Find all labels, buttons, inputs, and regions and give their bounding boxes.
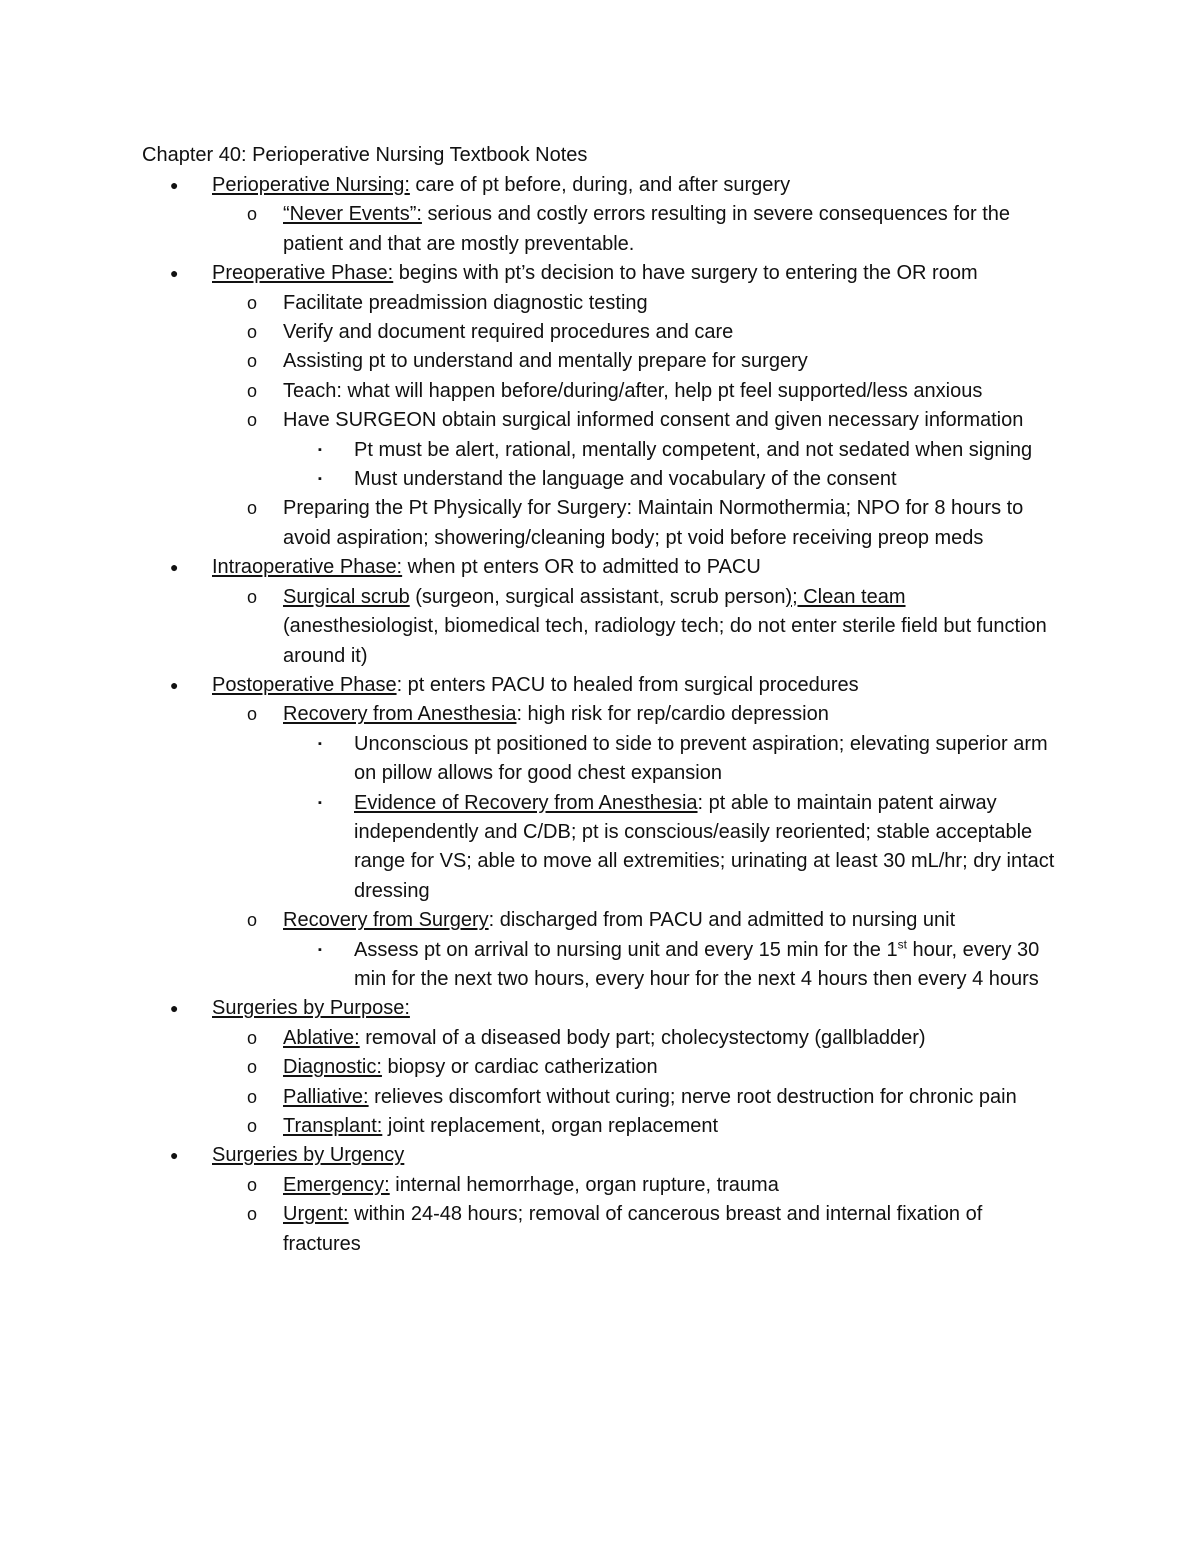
item-text: Must understand the language and vocabulary of the consent [354,468,897,491]
list-item-level-1 [170,259,1062,288]
list-item-level-2 [247,318,1063,347]
item-label: Ablative: [283,1026,360,1049]
bullet-icon: ● [170,1147,179,1164]
item-label: Surgeries by Purpose: [212,997,410,1020]
item-text: : discharged from PACU and admitted to nursing unit [488,909,956,932]
item-text: (surgeon, surgical assistant, scrub person [409,585,786,608]
item-label: Recovery from Surgery [283,909,489,932]
item-text: care of pt before, during, and after surgery [409,174,791,196]
bullet-icon: ▪ [318,796,322,809]
bullet-icon: o [247,322,258,343]
item-label: Preoperative Phase: [212,262,394,285]
item-label: Intraoperative Phase: [212,556,403,579]
bullet-icon: ● [170,1000,179,1017]
item-label: Perioperative Nursing: [212,174,410,196]
bullet-icon: o [247,380,258,401]
list-item-level-3 [318,789,1066,907]
list-item-level-2 [247,289,1063,318]
list-item-level-1 [170,1141,1062,1170]
bullet-icon: o [247,1204,258,1225]
item-text: relieves discomfort without curing; nerve root destruction for chronic pain [368,1085,1017,1108]
item-text: Assess pt on arrival to nursing unit and every 15 min for the 1 [354,938,898,961]
list-item-level-1 [170,171,1062,200]
item-text: Preparing the Pt Physically for Surgery: Maintain Normothermia; NPO for 8 hours to avoid aspiration; showering/cleaning body; pt void before receiving preop meds [283,497,1024,549]
list-item-level-3 [318,730,1066,789]
bullet-icon: o [247,1027,258,1048]
item-label: Recovery from Anesthesia [283,703,517,726]
item-text: hour, every 30 min for the next two hours, every hour for the next 4 hours then every 4 hours [354,938,1040,990]
superscript: st [897,936,907,951]
list-item-level-1 [170,553,1062,582]
bullet-icon: o [247,204,258,225]
item-text: biopsy or cardiac catherization [381,1056,658,1079]
bullet-icon: ● [170,559,179,576]
bullet-icon: o [247,498,258,519]
item-text: begins with pt’s decision to have surgery to entering the OR room [393,262,978,285]
list-item-level-2 [247,1024,1063,1053]
bullet-icon: ▪ [318,737,322,750]
item-label: Urgent: [283,1203,349,1226]
item-text: Teach: what will happen before/during/after, help pt feel supported/less anxious [283,379,983,402]
bullet-icon: o [247,586,258,607]
list-item-level-3 [318,436,1066,465]
bullet-icon: ● [170,676,179,693]
bullet-icon: o [247,910,258,931]
bullet-icon: ▪ [318,943,322,956]
item-text: (anesthesiologist, biomedical tech, radiology tech; do not enter sterile field but function around it) [283,615,1047,667]
item-label: Evidence of Recovery from Anesthesia [354,791,698,814]
bullet-icon: o [247,1086,258,1107]
bullet-icon: ▪ [318,473,322,486]
item-text: Assisting pt to understand and mentally prepare for surgery [283,350,808,373]
item-text: joint replacement, organ replacement [382,1115,719,1137]
bullet-icon: o [247,1174,258,1195]
list-item-level-2 [247,494,1063,553]
item-text: Have SURGEON obtain surgical informed consent and given necessary information [283,409,1024,432]
list-item-level-2 [247,1171,1063,1200]
bullet-icon: ● [170,265,179,282]
list-item-level-3 [318,465,1066,494]
list-item-level-1 [170,994,1062,1023]
list-item-level-2 [247,347,1063,376]
item-text: internal hemorrhage, organ rupture, trauma [389,1173,779,1196]
item-text: serious and costly errors resulting in severe consequences for the patient and that are mostly preventable. [283,203,1011,255]
item-text: Facilitate preadmission diagnostic testing [283,291,648,314]
list-item-level-2 [247,1053,1063,1082]
list-item-level-2 [247,1083,1063,1112]
item-text: : high risk for rep/cardio depression [516,703,829,726]
list-item-level-2 [247,700,1063,729]
item-text: Pt must be alert, rational, mentally competent, and not sedated when signing [354,438,1033,461]
item-label: Diagnostic: [283,1056,382,1079]
page-title: Chapter 40: Perioperative Nursing Textbook Notes [142,144,588,166]
list-item-level-3 [318,936,1066,995]
item-label: Surgeries by Urgency [212,1144,405,1167]
list-item-level-2 [247,583,1063,671]
item-text: : pt enters PACU to healed from surgical procedures [396,673,859,696]
item-text: when pt enters OR to admitted to PACU [402,556,761,579]
item-text: : pt able to maintain patent airway independently and C/DB; pt is conscious/easily reoriented; stable acceptable range for VS; able to move all extremities; urinating at least 30 mL/hr; dry intact dressing [354,791,1055,902]
item-label: Transplant: [283,1115,383,1137]
bullet-icon: o [247,1116,258,1136]
bullet-icon: o [247,704,258,725]
item-label: Palliative: [283,1085,369,1108]
list-item-level-2 [247,377,1063,406]
list-item-level-2 [247,1200,1063,1259]
list-item-level-2 [247,406,1063,435]
item-text: removal of a diseased body part; cholecystectomy (gallbladder) [359,1026,926,1049]
item-label: Surgical scrub [283,585,410,608]
item-label: ); Clean team [785,585,906,608]
notes-list [0,171,1200,1259]
item-text: Verify and document required procedures and care [283,321,734,344]
bullet-icon: o [247,410,258,431]
list-item-level-2 [247,906,1063,935]
item-text: Unconscious pt positioned to side to prevent aspiration; elevating superior arm on pillow allows for good chest expansion [354,732,1048,785]
item-label: “Never Events”: [283,203,422,226]
bullet-icon: ▪ [318,443,322,456]
list-item-level-2 [247,200,1063,259]
list-item-level-2 [247,1112,1063,1141]
bullet-icon: o [247,351,258,372]
item-label: Postoperative Phase [212,673,397,696]
item-text: within 24-48 hours; removal of cancerous breast and internal fixation of fractures [283,1203,983,1255]
bullet-icon: o [247,292,258,313]
bullet-icon: o [247,1057,258,1078]
bullet-icon: ● [170,177,179,193]
item-label: Emergency: [283,1173,390,1196]
list-item-level-1 [170,671,1062,700]
